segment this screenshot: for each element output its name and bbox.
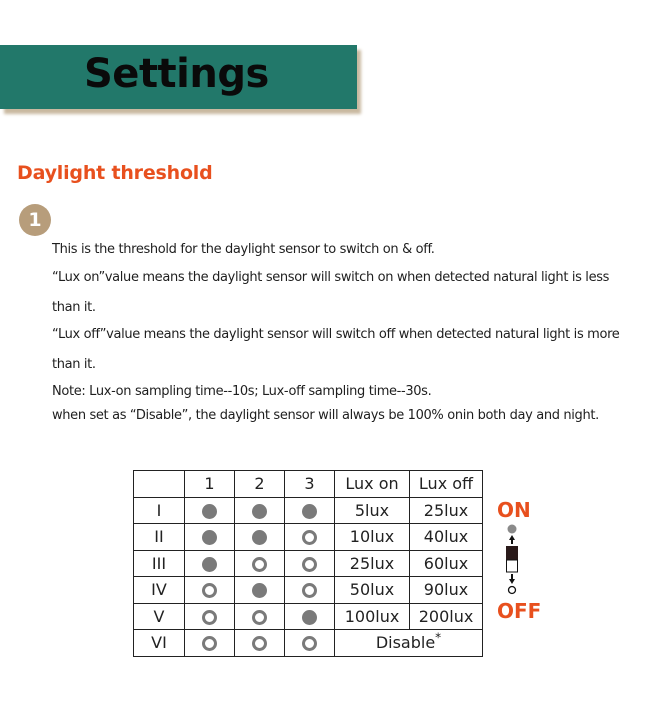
- header-cell: 1: [185, 471, 235, 498]
- settings-banner: [0, 45, 357, 109]
- table-row: [134, 630, 483, 657]
- lux-on-cell: 100lux: [335, 603, 410, 630]
- switch-knob: [506, 546, 518, 560]
- lux-off-cell: 25lux: [410, 497, 483, 524]
- asterisk-mark: *: [435, 630, 442, 645]
- switch-on-dot-icon: [252, 530, 267, 545]
- lux-off-cell: 200lux: [410, 603, 483, 630]
- table-row: [134, 524, 483, 551]
- switch-cell: [185, 603, 235, 630]
- disable-cell: [335, 630, 483, 657]
- description-line: “Lux on”value means the daylight sensor will switch on when detected natural light is less: [52, 270, 610, 285]
- section-title: Daylight threshold: [17, 162, 213, 184]
- switch-cell: [185, 497, 235, 524]
- switch-cell: [185, 577, 235, 604]
- switch-off-dot-icon: [252, 610, 267, 625]
- dip-switch-table: [133, 470, 483, 657]
- row-label: II: [134, 524, 185, 551]
- table-row: [134, 497, 483, 524]
- switch-cell: [285, 577, 335, 604]
- switch-off-dot-icon: [302, 636, 317, 651]
- switch-off-dot-icon: [202, 583, 217, 598]
- switch-on-dot-icon: [302, 610, 317, 625]
- lux-on-cell: 25lux: [335, 550, 410, 577]
- dip-switch-legend-icon: [503, 524, 521, 596]
- switch-off-dot-icon: [202, 636, 217, 651]
- header-cell: 3: [285, 471, 335, 498]
- table-header-row: [134, 471, 483, 498]
- switch-off-dot-icon: [252, 557, 267, 572]
- switch-off-dot-icon: [252, 636, 267, 651]
- note-line: Note: Lux-on sampling time--10s; Lux-off sampling time--30s.: [52, 384, 432, 399]
- switch-on-dot-icon: [252, 583, 267, 598]
- switch-cell: [285, 497, 335, 524]
- note-line: when set as “Disable”, the daylight sensor will always be 100% onin both day and night.: [52, 408, 599, 423]
- switch-cell: [235, 550, 285, 577]
- switch-on-dot-icon: [202, 530, 217, 545]
- description-line: than it.: [52, 300, 96, 315]
- description-line: than it.: [52, 357, 96, 372]
- switch-cell: [235, 577, 285, 604]
- lux-on-cell: 10lux: [335, 524, 410, 551]
- switch-on-dot-icon: [202, 504, 217, 519]
- switch-cell: [185, 630, 235, 657]
- row-label: V: [134, 603, 185, 630]
- table-row: [134, 577, 483, 604]
- switch-cell: [185, 524, 235, 551]
- on-dot-icon: [508, 525, 517, 534]
- switch-cell: [235, 524, 285, 551]
- switch-cell: [235, 630, 285, 657]
- switch-cell: [285, 550, 335, 577]
- page-title: Settings: [84, 51, 269, 97]
- row-label: VI: [134, 630, 185, 657]
- switch-on-dot-icon: [252, 504, 267, 519]
- lux-on-cell: 50lux: [335, 577, 410, 604]
- switch-cell: [235, 603, 285, 630]
- lux-off-cell: 90lux: [410, 577, 483, 604]
- switch-cell: [185, 550, 235, 577]
- disable-text: Disable: [375, 633, 436, 653]
- switch-cell: [285, 630, 335, 657]
- off-dot-icon: [509, 587, 516, 594]
- switch-on-dot-icon: [202, 557, 217, 572]
- switch-off-dot-icon: [302, 583, 317, 598]
- switch-cell: [285, 603, 335, 630]
- header-cell: 2: [235, 471, 285, 498]
- table-row: [134, 603, 483, 630]
- switch-off-dot-icon: [202, 610, 217, 625]
- lux-on-cell: 5lux: [335, 497, 410, 524]
- switch-off-dot-icon: [302, 557, 317, 572]
- row-label: III: [134, 550, 185, 577]
- lux-off-cell: 40lux: [410, 524, 483, 551]
- header-cell: Lux on: [335, 471, 410, 498]
- header-cell: [134, 471, 185, 498]
- description-line: This is the threshold for the daylight sensor to switch on & off.: [52, 242, 435, 257]
- row-label: IV: [134, 577, 185, 604]
- row-label: I: [134, 497, 185, 524]
- switch-cell: [235, 497, 285, 524]
- switch-cell: [285, 524, 335, 551]
- down-arrow-icon: [509, 579, 515, 584]
- table-row: [134, 550, 483, 577]
- switch-off-dot-icon: [302, 530, 317, 545]
- description-line: “Lux off”value means the daylight sensor will switch off when detected natural light is more: [52, 327, 620, 342]
- off-label: OFF: [497, 599, 542, 623]
- step-number-badge: 1: [19, 204, 51, 236]
- switch-on-dot-icon: [302, 504, 317, 519]
- on-label: ON: [497, 498, 531, 522]
- lux-off-cell: 60lux: [410, 550, 483, 577]
- header-cell: Lux off: [410, 471, 483, 498]
